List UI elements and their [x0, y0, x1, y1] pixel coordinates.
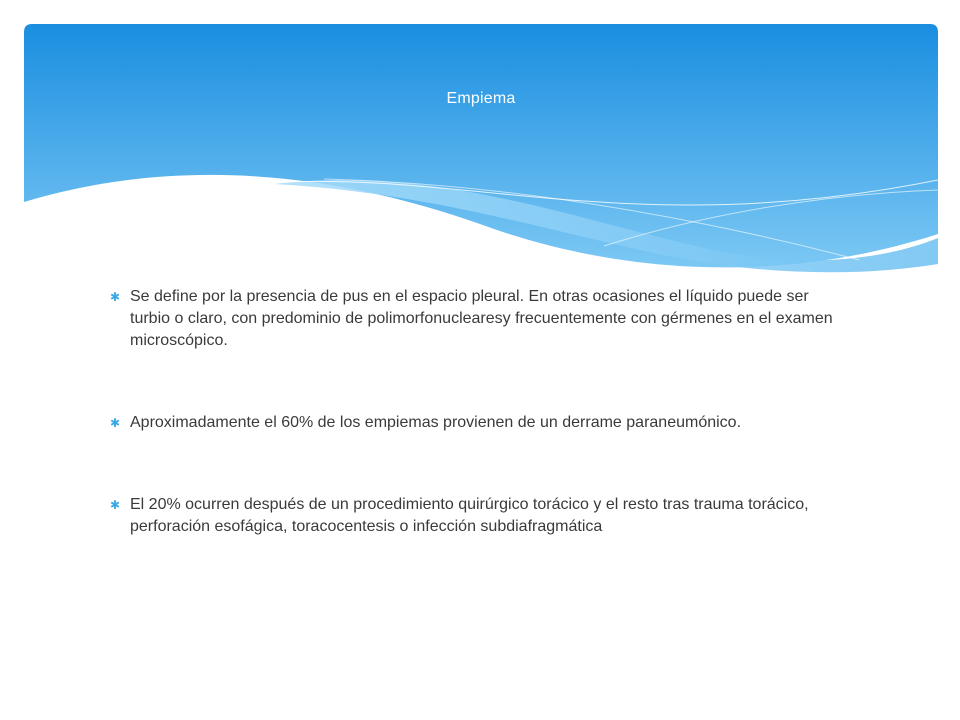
list-item — [110, 286, 850, 352]
bullet-text: Aproximadamente el 60% de los empiemas provienen de un derrame paraneumónico. — [130, 414, 742, 431]
header-banner — [24, 24, 938, 274]
bullet-text: El 20% ocurren después de un procedimiento quirúrgico torácico y el resto tras trauma torácico, perforación esofágica, toracocentesis o infección subdiafragmática — [130, 496, 809, 535]
asterisk-bullet-icon: ✱ — [110, 416, 121, 430]
slide-title: Empiema — [446, 90, 516, 107]
asterisk-bullet-icon: ✱ — [110, 290, 121, 304]
bullet-text: Se define por la presencia de pus en el espacio pleural. En otras ocasiones el líquido puede ser turbio o claro, con predominio de polimorfonuclearesy frecuentemente con gérmenes en el examen microscópico. — [130, 288, 833, 349]
wave-banner-graphic — [24, 24, 938, 274]
bullet-list — [110, 286, 850, 352]
list-item — [110, 412, 850, 434]
bullet-list-item-2 — [110, 412, 850, 434]
asterisk-bullet-icon: ✱ — [110, 498, 121, 512]
list-item — [110, 494, 850, 538]
bullet-list-item-3 — [110, 494, 850, 538]
